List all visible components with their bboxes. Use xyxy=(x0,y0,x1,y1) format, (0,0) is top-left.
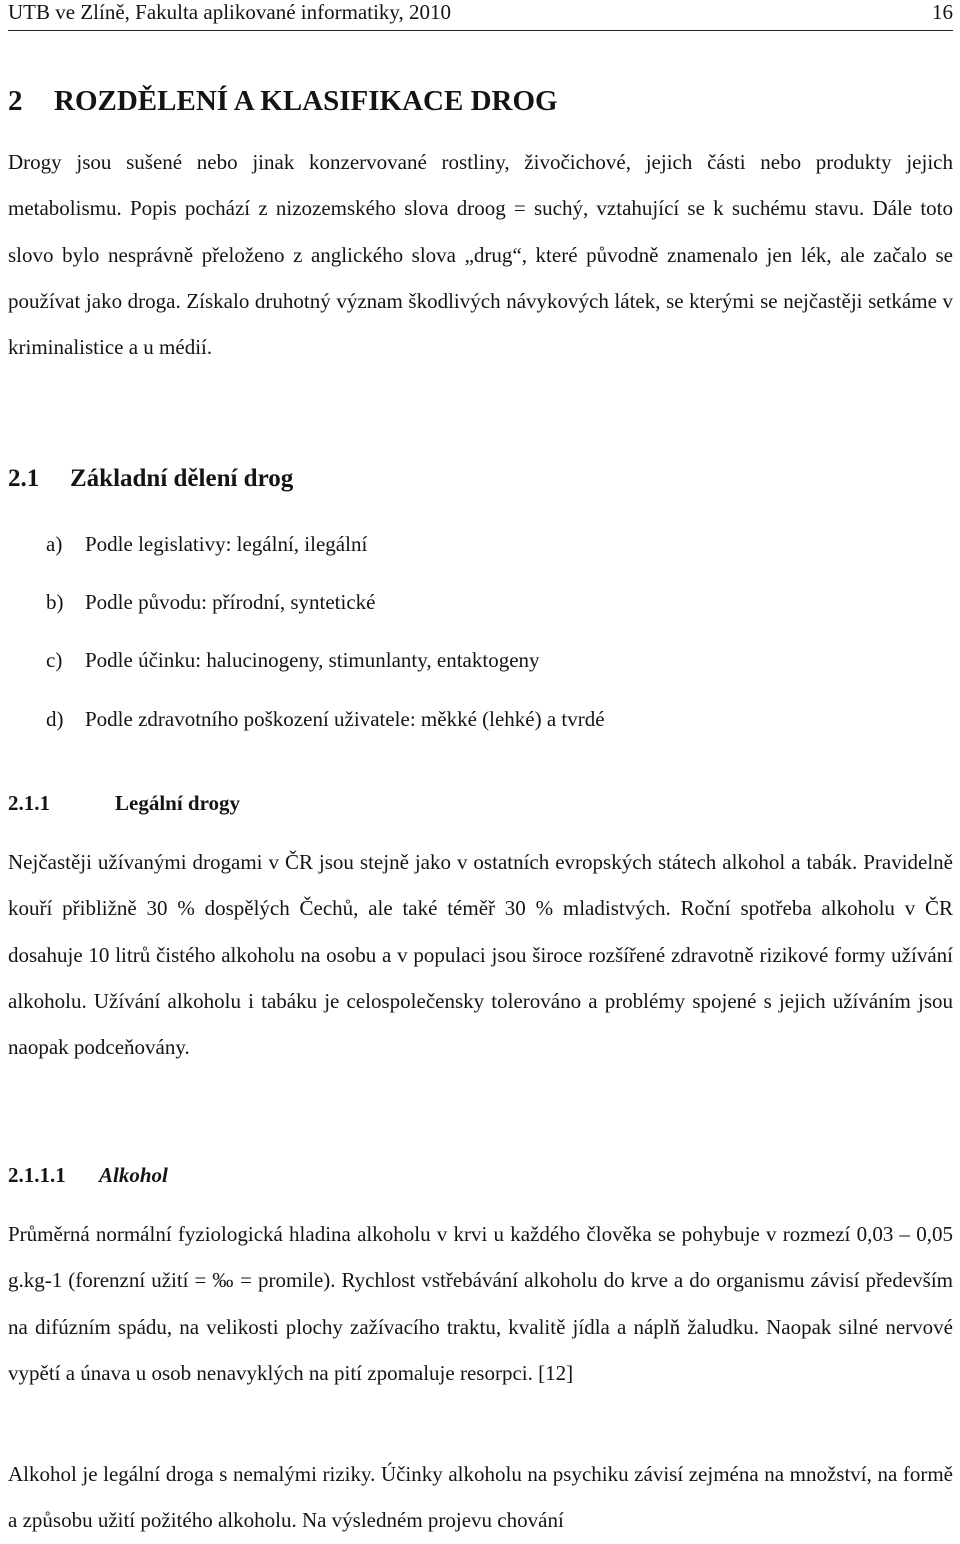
chapter-heading xyxy=(8,84,953,118)
subsection-number: 2.1.1 xyxy=(8,791,50,815)
subsubsection-number: 2.1.1.1 xyxy=(8,1163,66,1187)
subsubsection-title: Alkohol xyxy=(99,1163,168,1187)
list-item-text: Podle původu: přírodní, syntetické xyxy=(85,590,376,614)
legal-drugs-paragraph: Nejčastěji užívanými drogami v ČR jsou stejně jako v ostatních evropských státech alkohol a tabák. Pravidelně kouří přibližně 30 % dospělých Čechů, ale také téměř 30 % mladistvých. Roční spotřeba alkoholu v ČR dosahuje 10 litrů čistého alkoholu na osobu a v populaci jsou široce rozšířené zdravotně rizikové formy užívání alkoholu. Užívání alkoholu i tabáku je celospolečensky tolerováno a problémy spojené s jejich užíváním jsou naopak podceňovány. xyxy=(8,850,953,1060)
header-title: UTB ve Zlíně, Fakulta aplikované informatiky, 2010 xyxy=(8,0,452,24)
subsection-title: Legální drogy xyxy=(115,791,241,815)
running-header xyxy=(8,0,953,27)
list-item-text: Podle účinku: halucinogeny, stimunlanty, entaktogeny xyxy=(85,648,540,672)
section-number: 2.1 xyxy=(8,465,40,492)
list-item-label: b) xyxy=(46,590,64,614)
chapter-number: 2 xyxy=(8,85,23,117)
list-item-label: a) xyxy=(46,532,63,556)
alcohol-paragraph-2: Alkohol je legální droga s nemalými riziky. Účinky alkoholu na psychiku závisí zejména na množství, na formě a způsobu užití požitého alkoholu. Na výsledném projevu chování xyxy=(8,1462,953,1533)
chapter-title: ROZDĚLENÍ A KLASIFIKACE DROG xyxy=(54,85,558,117)
page-number: 16 xyxy=(932,0,953,24)
list-item-label: d) xyxy=(46,707,64,731)
list-item-text: Podle legislativy: legální, ilegální xyxy=(85,532,368,556)
subsection-heading xyxy=(8,790,953,816)
list-item-text: Podle zdravotního poškození uživatele: měkké (lehké) a tvrdé xyxy=(85,707,605,731)
header-rule xyxy=(8,30,953,31)
alcohol-paragraph-1: Průměrná normální fyziologická hladina alkoholu v krvi u každého člověka se pohybuje v rozmezí 0,03 – 0,05 g.kg-1 (forenzní užití = ‰ = promile). Rychlost vstřebávání alkoholu do krve a do organismu závisí především na difúzním spádu, na velikosti plochy zažívacího traktu, kvalitě jídla a náplň žaludku. Naopak silné nervové vypětí a únava u osob nenavyklých na pití zpomaluje resorpci. [12] xyxy=(8,1222,953,1385)
subsubsection-heading xyxy=(8,1162,953,1188)
section-heading xyxy=(8,464,953,494)
intro-paragraph: Drogy jsou sušené nebo jinak konzervované rostliny, živočichové, jejich části nebo produkty jejich metabolismu. Popis pochází z nizozemského slova droog = suchý, vztahující se k suchému stavu. Dále toto slovo bylo nesprávně přeloženo z anglického slova „drug“, které původně znamenalo jen lék, ale začalo se používat jako droga. Získalo druhotný význam škodlivých návykových látek, se kterými se nejčastěji setkáme v kriminalistice a u médií. xyxy=(8,150,953,360)
section-title: Základní dělení drog xyxy=(70,465,294,492)
list-item-label: c) xyxy=(46,648,63,672)
